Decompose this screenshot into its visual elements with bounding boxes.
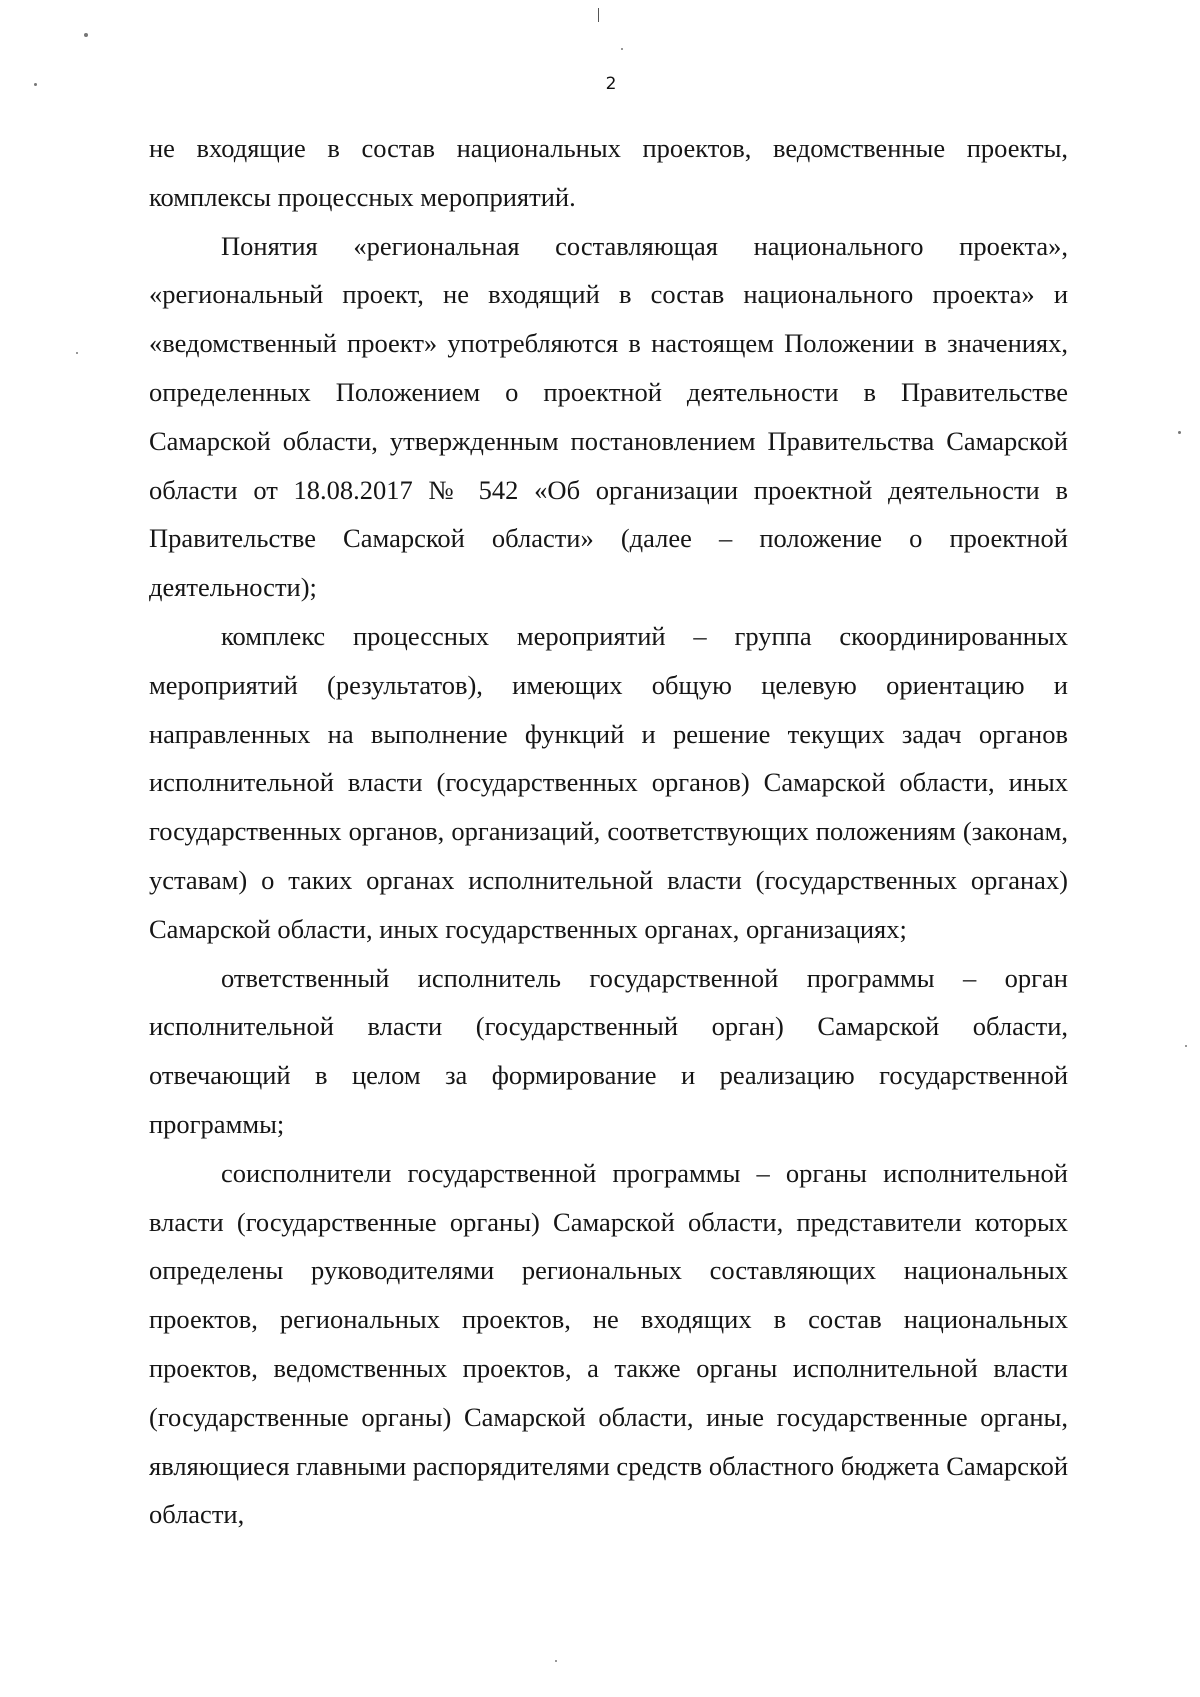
paragraph: Понятия «региональная составляющая национального проекта», «региональный проект, не входящий в состав национального проекта» и «ведомственный проект» употребляются в настоящем Положении в значениях, определенных Положением о проектной деятельности в Правительстве Самарской области, утвержденным постановлением Правительства Самарской области от 18.08.2017 № 542 «Об организации проектной деятельности в Правительстве Самарской области» (далее – положение о проектной деятельности); xyxy=(149,230,1068,603)
scan-speck xyxy=(1178,431,1181,434)
paragraph: соисполнители государственной программы – органы исполнительной власти (государственные органы) Самарской области, представители которых определены руководителями региональных составляющих национальных проектов, региональных проектов, не входящих в состав национальных проектов, ведомственных проектов, а также органы исполнительной власти (государственные органы) Самарской области, иные государственные органы, являющиеся главными распорядителями средств областного бюджета Самарской области, xyxy=(149,1157,1068,1530)
scan-speck xyxy=(555,1660,557,1662)
scan-speck xyxy=(1185,1045,1187,1047)
document-body xyxy=(149,124,1068,1539)
scan-mark xyxy=(598,8,599,22)
scan-speck xyxy=(76,352,78,354)
paragraph: не входящие в состав национальных проектов, ведомственные проекты, комплексы процессных мероприятий. xyxy=(149,133,1068,212)
paragraph: ответственный исполнитель государственной программы – орган исполнительной власти (государственный орган) Самарской области, отвечающий в целом за формирование и реализацию государственной программы; xyxy=(149,962,1068,1139)
page-number: 2 xyxy=(605,74,617,94)
scan-speck xyxy=(84,33,88,37)
scan-speck xyxy=(621,48,623,50)
paragraph: комплекс процессных мероприятий – группа скоординированных мероприятий (результатов), имеющих общую целевую ориентацию и направленных на выполнение функций и решение текущих задач органов исполнительной власти (государственных органов) Самарской области, иных государственных органов, организаций, соответствующих положениям (законам, уставам) о таких органах исполнительной власти (государственных органах) Самарской области, иных государственных органах, организациях; xyxy=(149,620,1068,944)
